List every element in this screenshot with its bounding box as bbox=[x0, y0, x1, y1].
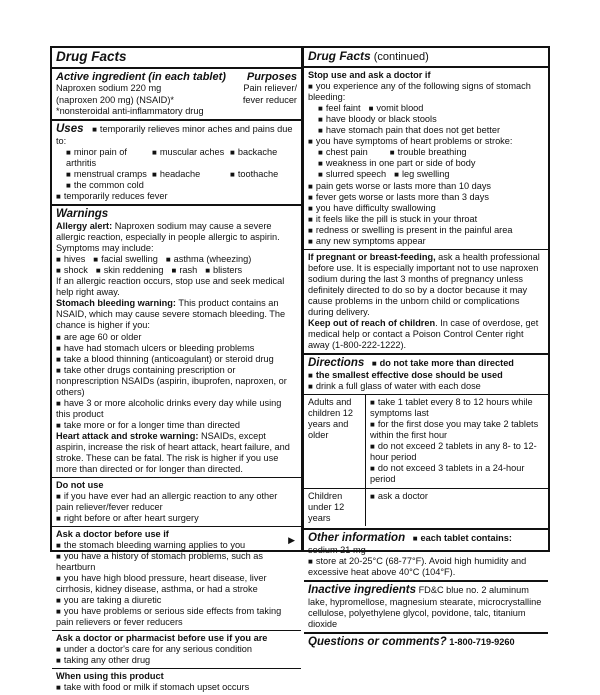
allergy-item: ■ rash bbox=[171, 265, 197, 276]
stomach-item: ■ take a blood thinning (anticoagulant) or steroid drug bbox=[56, 354, 297, 365]
drug-facts-continued-title-section bbox=[304, 48, 548, 66]
adults-item: ■ do not exceed 2 tablets in any 8- to 12-hour period bbox=[370, 441, 544, 463]
inactive-ingredients-section bbox=[304, 580, 548, 632]
heart-symptom: ■ weakness in one part or side of body bbox=[318, 158, 476, 168]
when-using-item: ■ take with food or milk if stomach upset occurs bbox=[56, 682, 297, 693]
bleeding-sign: ■ vomit blood bbox=[369, 103, 424, 114]
stomach-item: ■ have had stomach ulcers or bleeding problems bbox=[56, 343, 297, 354]
when-using-heading: When using this product bbox=[56, 671, 164, 682]
ask-pharmacist-item: ■ taking any other drug bbox=[56, 655, 297, 666]
keep-out-text: . In case of overdose, get medical help or contact a Poison Control Center right away (1-800-222-1222). bbox=[308, 317, 539, 350]
allergy-item: ■ hives bbox=[56, 254, 85, 265]
uses-item: ■ menstrual cramps bbox=[66, 169, 152, 180]
heart-symptom: ■ leg swelling bbox=[394, 169, 449, 180]
keep-out-label: Keep out of reach of children bbox=[308, 317, 436, 328]
directions-table bbox=[304, 394, 548, 525]
directions-lead-3: ■ drink a full glass of water with each dose bbox=[308, 381, 544, 392]
stop-use-section bbox=[304, 66, 548, 249]
uses-item: ■ minor pain of arthritis bbox=[66, 147, 152, 169]
other-lead-label: ■ each tablet contains: bbox=[413, 533, 512, 543]
stop-use-item: ■ pain gets worse or lasts more than 10 days bbox=[308, 181, 544, 192]
uses-item: ■ the common cold bbox=[66, 180, 297, 191]
stop-use-item: ■ redness or swelling is present in the painful area bbox=[308, 225, 544, 236]
right-panel bbox=[302, 46, 550, 649]
questions-phone: 1-800-719-9260 bbox=[446, 637, 515, 648]
stop-use-item: ■ you have difficulty swallowing bbox=[308, 203, 544, 214]
ask-doctor-item: ■ the stomach bleeding warning applies to you bbox=[56, 540, 297, 551]
ask-pharmacist-section bbox=[52, 630, 301, 668]
when-using-section bbox=[52, 668, 301, 695]
other-information-section bbox=[304, 528, 548, 580]
allergy-item: ■ skin reddening bbox=[96, 265, 164, 276]
uses-item: ■ muscular aches bbox=[152, 147, 230, 169]
children-label: Children under 12 years bbox=[304, 489, 366, 526]
inactive-text: FD&C blue no. 2 aluminum lake, hypromellose, magnesium stearate, microcrystalline cellulose, polyethylene glycol, povidone, talc, titanium dioxide bbox=[308, 584, 542, 630]
stomach-item: ■ take other drugs containing prescription or nonprescription NSAIDs (aspirin, ibuprofen, naproxen, or others) bbox=[56, 365, 297, 398]
drug-facts-title-section bbox=[52, 48, 301, 67]
do-not-use-heading: Do not use bbox=[56, 479, 104, 490]
stop-use-item: ■ it feels like the pill is stuck in your throat bbox=[308, 214, 544, 225]
directions-section bbox=[304, 353, 548, 528]
uses-extra: ■ temporarily reduces fever bbox=[56, 191, 297, 202]
stop-use-item: ■ fever gets worse or lasts more than 3 days bbox=[308, 192, 544, 203]
continued-label: (continued) bbox=[370, 51, 429, 63]
ask-pharmacist-item: ■ under a doctor's care for any serious condition bbox=[56, 644, 297, 655]
stomach-item: ■ have 3 or more alcoholic drinks every day while using this product bbox=[56, 398, 297, 420]
ask-doctor-item: ■ you have a history of stomach problems, such as heartburn bbox=[56, 551, 297, 573]
left-panel bbox=[50, 46, 303, 693]
bleeding-sign: ■ have stomach pain that does not get better bbox=[318, 125, 500, 135]
other-store: ■ store at 20-25°C (68-77°F). Avoid high humidity and excessive heat above 40°C (104°F). bbox=[308, 556, 544, 578]
ask-doctor-section bbox=[52, 526, 301, 630]
ask-doctor-heading: Ask a doctor before use if bbox=[56, 529, 169, 540]
heart-symptom: ■ slurred speech bbox=[318, 169, 386, 180]
active-ingredient-section bbox=[52, 67, 301, 119]
ask-pharmacist-heading: Ask a doctor or pharmacist before use if you are bbox=[56, 633, 268, 644]
active-line-3: *nonsteroidal anti-inflammatory drug bbox=[56, 105, 204, 116]
pregnant-label: If pregnant or breast-feeding, bbox=[308, 251, 436, 262]
adults-item: ■ for the first dose you may take 2 tablets within the first hour bbox=[370, 419, 544, 441]
purposes-heading: Purposes bbox=[246, 70, 297, 83]
ask-doctor-item: ■ you have problems or serious side effects from taking pain relievers or fever reducers bbox=[56, 606, 297, 628]
ask-doctor-item: ■ you have high blood pressure, heart disease, liver cirrhosis, kidney disease, asthma, or had a stroke bbox=[56, 573, 297, 595]
bleeding-sign: ■ feel faint bbox=[318, 103, 361, 114]
directions-heading: Directions bbox=[308, 356, 365, 369]
inactive-heading: Inactive ingredients bbox=[308, 583, 417, 596]
adults-item: ■ take 1 tablet every 8 to 12 hours while symptoms last bbox=[370, 397, 544, 419]
allergy-label: Allergy alert: bbox=[56, 221, 113, 232]
allergy-item: ■ blisters bbox=[205, 265, 242, 276]
stop-use-item: ■ any new symptoms appear bbox=[308, 236, 544, 247]
allergy-after: If an allergic reaction occurs, stop use and seek medical help right away. bbox=[56, 276, 285, 298]
stop-use-heading: Stop use and ask a doctor if bbox=[308, 70, 431, 81]
bleeding-sign: ■ have bloody or black stools bbox=[318, 114, 437, 125]
children-item: ■ ask a doctor bbox=[370, 491, 544, 502]
uses-item: ■ toothache bbox=[230, 169, 297, 180]
do-not-use-section bbox=[52, 477, 301, 526]
active-ingredient-heading: Active ingredient (in each tablet) bbox=[56, 70, 226, 83]
allergy-item: ■ facial swelling bbox=[93, 254, 158, 265]
continue-arrow-icon: ▶ bbox=[288, 535, 295, 546]
directions-lead-2: ■ the smallest effective dose should be used bbox=[308, 370, 544, 381]
other-lead-text: sodium 21 mg bbox=[308, 544, 366, 555]
stop-use-intro: ■ you experience any of the following signs of stomach bleeding: bbox=[308, 81, 544, 103]
purpose-line-2: fever reducer bbox=[242, 94, 297, 105]
stomach-item: ■ are age 60 or older bbox=[56, 332, 297, 343]
heart-label: Heart attack and stroke warning: bbox=[56, 430, 199, 441]
warnings-heading: Warnings bbox=[56, 207, 109, 220]
questions-heading: Questions or comments? bbox=[308, 636, 447, 649]
allergy-text: Naproxen sodium may cause a severe allergic reaction, especially in people allergic to aspirin. Symptoms may include: bbox=[56, 221, 280, 254]
stomach-label: Stomach bleeding warning: bbox=[56, 298, 176, 309]
do-not-use-item: ■ if you have ever had an allergic reaction to any other pain reliever/fever reducer bbox=[56, 491, 297, 513]
heart-symptom: ■ chest pain bbox=[318, 147, 368, 158]
ask-doctor-item: ■ you are taking a diuretic bbox=[56, 595, 297, 606]
uses-section bbox=[52, 119, 301, 204]
adults-item: ■ do not exceed 3 tablets in a 24-hour period bbox=[370, 463, 544, 485]
warnings-section bbox=[52, 204, 301, 477]
active-line-2: (naproxen 200 mg) (NSAID)* bbox=[56, 94, 174, 105]
do-not-use-item: ■ right before or after heart surgery bbox=[56, 513, 297, 524]
heart-text: NSAIDs, except aspirin, increase the risk of heart attack, heart failure, and stroke. These can be fatal. The risk is higher if you use more than directed or for longer than directed. bbox=[56, 430, 290, 474]
questions-section bbox=[304, 632, 548, 651]
stomach-item: ■ take more or for a longer time than directed bbox=[56, 420, 297, 431]
allergy-item: ■ asthma (wheezing) bbox=[166, 254, 251, 265]
drug-facts-continued-title: Drug Facts bbox=[308, 49, 371, 63]
allergy-item: ■ shock bbox=[56, 265, 88, 276]
adults-label: Adults and children 12 years and older bbox=[304, 395, 366, 487]
purpose-line-1: Pain reliever/ bbox=[243, 83, 297, 94]
pregnancy-section bbox=[304, 249, 548, 353]
drug-facts-title: Drug Facts bbox=[56, 49, 127, 64]
uses-heading: Uses bbox=[56, 122, 84, 135]
uses-intro: ■ temporarily relieves minor aches and pains due to: bbox=[56, 124, 292, 146]
directions-lead-1: ■ do not take more than directed bbox=[372, 358, 514, 368]
uses-item: ■ backache bbox=[230, 147, 297, 169]
heart-symptom: ■ trouble breathing bbox=[390, 147, 467, 158]
pregnant-text: ask a health professional before use. It is especially important not to use naproxen sodium during the last 3 months of pregnancy unless definitely directed to do so by a doctor because it may cause problems in the unborn child or complications during delivery. bbox=[308, 251, 540, 317]
heart-problem-intro: ■ you have symptoms of heart problems or stroke: bbox=[308, 136, 544, 147]
active-line-1: Naproxen sodium 220 mg bbox=[56, 83, 162, 94]
other-heading: Other information bbox=[308, 531, 406, 544]
uses-item: ■ headache bbox=[152, 169, 230, 180]
stomach-text: This product contains an NSAID, which may cause severe stomach bleeding. The chance is higher if you: bbox=[56, 298, 286, 331]
